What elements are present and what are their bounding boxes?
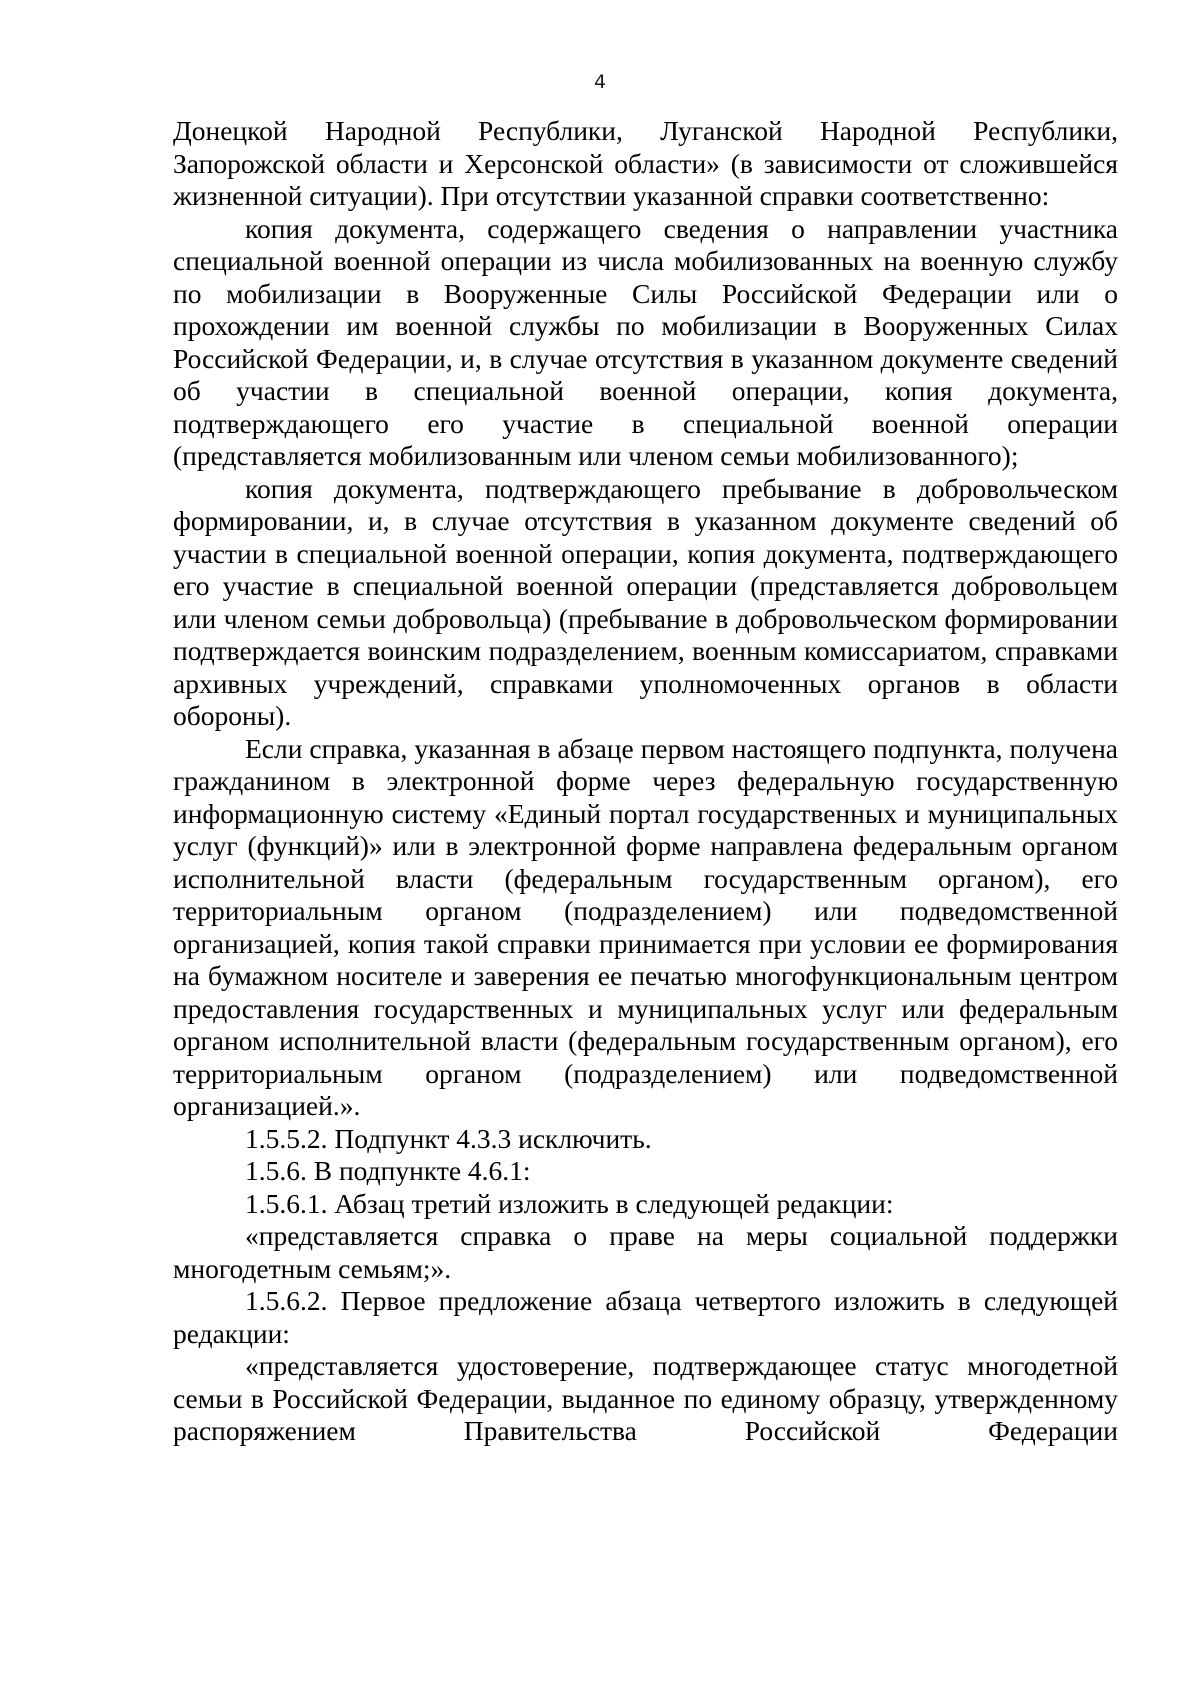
paragraph-3: копия документа, подтверждающего пребывание в добровольческом формировании, и, в случае отсутствия в указанном документе сведений об участии в специальной военной операции, копия документа, подтверждающего его участие в специальной военной операции (представляется добровольцем или членом семьи добровольца) (пребывание в добровольческом формировании подтверждается воинским подразделением, военным комиссариатом, справками архивных учреждений, справками уполномоченных органов в области обороны).	[173, 472, 1118, 731]
paragraph-1: Донецкой Народной Республики, Луганской Народной Республики, Запорожской области и Херсонской области» (в зависимости от сложившейся жизненной ситуации). При отсутствии указанной справки соответственно:	[173, 115, 1118, 211]
page-number: 4	[593, 71, 607, 93]
paragraph-10: «представляется удостоверение, подтверждающее статус многодетной семьи в Российской Федерации, выданное по единому образцу, утвержденному распоряжением Правительства Российской Федерации	[173, 1350, 1118, 1446]
paragraph-6: 1.5.6. В подпункте 4.6.1:	[245, 1155, 531, 1186]
paragraph-7: 1.5.6.1. Абзац третий изложить в следующей редакции:	[245, 1187, 894, 1219]
paragraph-8: «представляется справка о праве на меры социальной поддержки многодетным семьям;».	[173, 1220, 1118, 1284]
paragraph-4: Если справка, указанная в абзаце первом настоящего подпункта, получена гражданином в электронной форме через федеральную государственную информационную систему «Единый портал государственных и муниципальных услуг (функций)» или в электронной форме направлена федеральным органом исполнительной власти (федеральным государственным органом), его территориальным органом (подразделением) или подведомственной организацией, копия такой справки принимается при условии ее формирования на бумажном носителе и заверения ее печатью многофункциональным центром предоставления государственных и муниципальных услуг или федеральным органом исполнительной власти (федеральным государственным органом), его территориальным органом (подразделением) или подведомственной организацией.».	[173, 732, 1118, 1121]
document-body	[173, 115, 1118, 1448]
paragraph-5: 1.5.5.2. Подпункт 4.3.3 исключить.	[245, 1122, 652, 1154]
paragraph-2: копия документа, содержащего сведения о направлении участника специальной военной операции из числа мобилизованных на военную службу по мобилизации в Вооруженные Силы Российской Федерации или о прохождении им военной службы по мобилизации в Вооруженных Силах Российской Федерации, и, в случае отсутствия в указанном документе сведений об участии в специальной военной операции, копия документа, подтверждающего его участие в специальной военной операции (представляется мобилизованным или членом семьи мобилизованного);	[173, 212, 1118, 471]
paragraph-9: 1.5.6.2. Первое предложение абзаца четвертого изложить в следующей редакции:	[173, 1285, 1118, 1349]
